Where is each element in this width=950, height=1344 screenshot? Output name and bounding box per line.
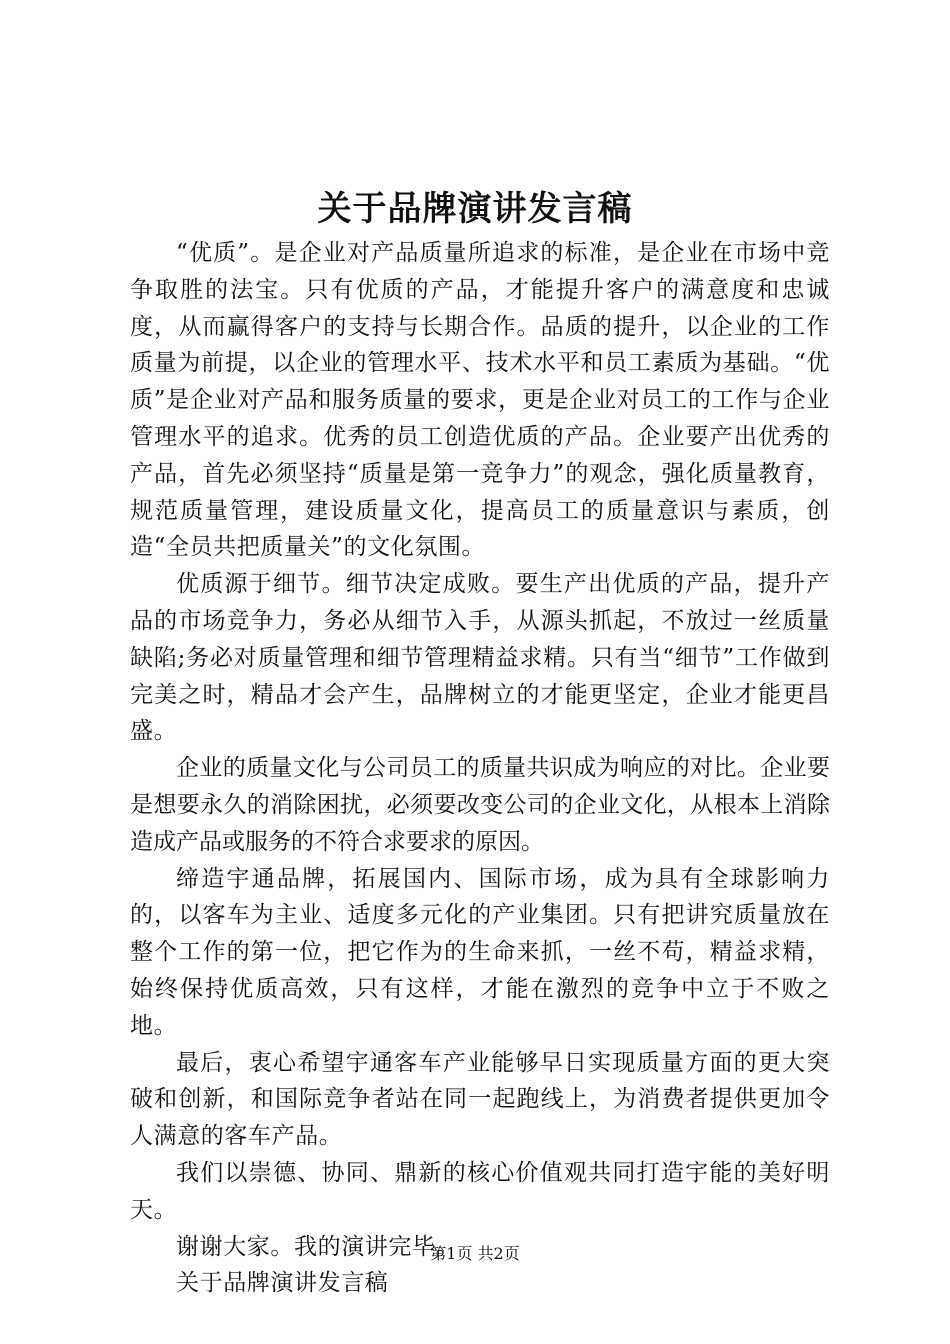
page-number-footer: 第1页 共2页 — [430, 1244, 520, 1263]
paragraph-thanks: 谢谢大家。我的演讲完毕。 — [176, 1233, 460, 1260]
document-body — [130, 235, 830, 1302]
paragraph-repeat-title: 关于品牌演讲发言稿 — [176, 1270, 389, 1297]
paragraph-quality: “优质”。是企业对产品质量所追求的标准，是企业在市场中竞争取胜的法宝。只有优质的产品，才能提升客户的满意度和忠诚度，从而赢得客户的支持与长期合作。品质的提升，以企业的工作质量为前提，以企业的管理水平、技术水平和员工素质为基础。“优质”是企业对产品和服务质量的要求，更是企业对员工的工作与企业管理水平的追求。优秀的员工创造优质的产品。企业要产出优秀的产品，首先必须坚持“质量是第一竞争力”的观念，强化质量教育，规范质量管理，建设质量文化，提高员工的质量意识与素质，创造“全员共把质量关”的文化氛围。 — [130, 240, 830, 561]
paragraph-core-values: 我们以崇德、协同、鼎新的核心价值观共同打造宇能的美好明天。 — [130, 1159, 830, 1223]
paragraph-brand-building: 缔造宇通品牌，拓展国内、国际市场，成为具有全球影响力的，以客车为主业、适度多元化的产业集团。只有把讲究质量放在整个工作的第一位，把它作为的生命来抓，一丝不苟，精益求精，始终保持优质高效，只有这样，才能在激烈的竞争中立于不败之地。 — [130, 865, 830, 1039]
paragraph-details: 优质源于细节。细节决定成败。要生产出优质的产品，提升产品的市场竞争力，务必从细节入手，从源头抓起，不放过一丝质量缺陷;务必对质量管理和细节管理精益求精。只有当“细节”工作做到完美之时，精品才会产生，品牌树立的才能更坚定，企业才能更昌盛。 — [130, 571, 830, 745]
document-title: 关于品牌演讲发言稿 — [317, 189, 633, 229]
paragraph-quality-culture: 企业的质量文化与公司员工的质量共识成为响应的对比。企业要是想要永久的消除困扰，必须要改变公司的企业文化，从根本上消除造成产品或服务的不符合求要求的原因。 — [130, 755, 830, 855]
paragraph-closing-hope: 最后，衷心希望宇通客车产业能够早日实现质量方面的更大突破和创新，和国际竞争者站在同一起跑线上，为消费者提供更加令人满意的客车产品。 — [130, 1049, 830, 1150]
